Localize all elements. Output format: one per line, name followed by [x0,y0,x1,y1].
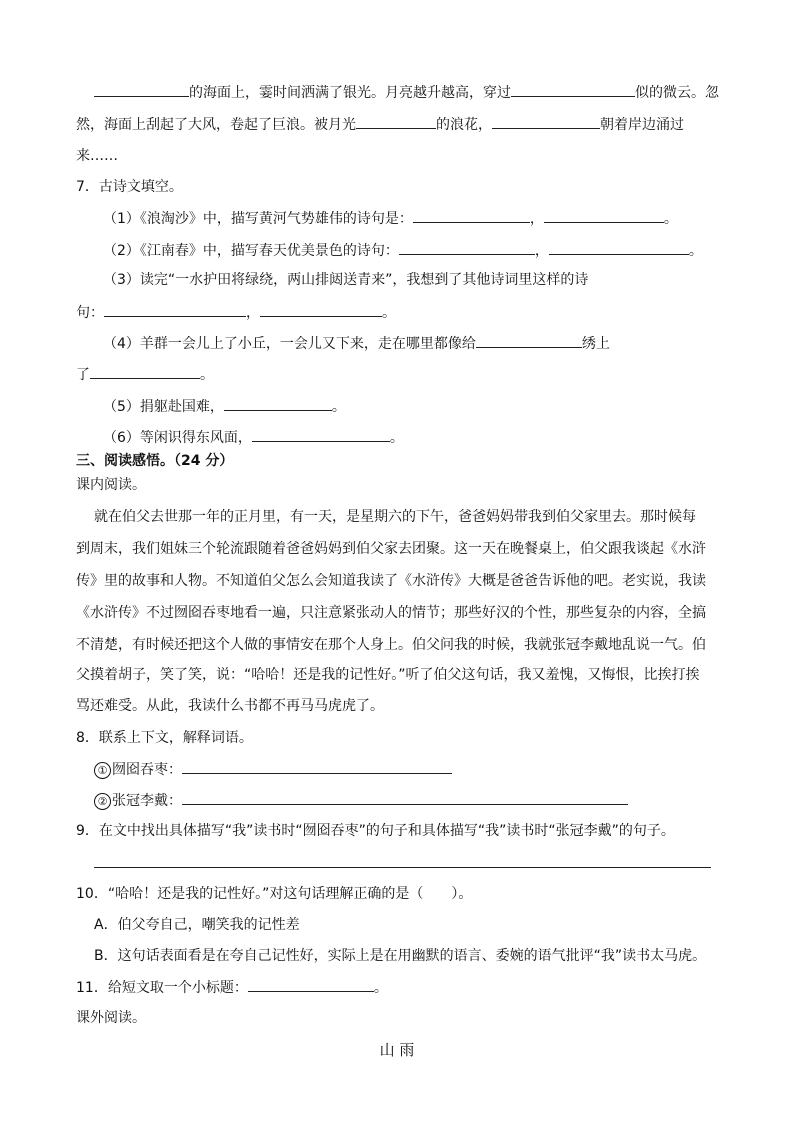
passage-line: 传》里的故事和人物。不知道伯父怎么会知道我读了《水浒传》大概是爸爸告诉他的吧。老实说，我读 [76,573,706,589]
passage-line: 《水浒传》不过囫囵吞枣地看一遍，只注意紧张动人的情节；那些好汉的个性，那些复杂的内容，全搞 [76,605,706,621]
passage-line: 骂还难受。从此，我读什么书都不再马马虎虎了。 [76,698,384,714]
blank[interactable] [182,759,452,774]
q7-item-6: （6）等闲识得东风面， 。 [103,427,754,447]
text-line: 然，海面上刮起了大风，卷起了巨浪。被月光 的浪花， 朝着岸边涌过 [76,114,754,134]
q7-item-4: （4）羊群一会儿上了小丘，一会儿又下来，走在哪里都像给 绣上 [103,333,754,353]
blank[interactable] [544,208,664,223]
blank[interactable] [356,114,436,129]
answer-line[interactable] [94,853,711,868]
blank[interactable] [248,977,374,992]
blank[interactable] [511,82,635,97]
blank[interactable] [399,240,535,255]
question-7-title: 7．古诗文填空。 [76,179,183,195]
blank[interactable] [252,427,390,442]
blank[interactable] [413,208,530,223]
q8-item-2: ② 张冠李戴： [94,790,754,810]
circled-number: ① [94,762,111,779]
q7-item-1: （1）《浪淘沙》中，描写黄河气势雄伟的诗句是： ， 。 [103,208,754,228]
subsection-label: 课外阅读。 [76,1010,146,1026]
article-title: 山 雨 [379,1041,415,1059]
blank[interactable] [549,240,689,255]
question-11-title: 11．给短文取一个小标题： 。 [76,977,754,997]
question-9-title: 9．在文中找出具体描写“我”读书时“囫囵吞枣”的句子和具体描写“我”读书时“张冠李戴”的句子。 [76,823,675,839]
section-heading: 三、阅读感悟。（24 分） [76,453,234,469]
passage-line: 父摸着胡子，笑了笑，说：“哈哈！还是我的记性好。”听了伯父这句话，我又羞愧，又悔恨，比挨打挨 [76,667,700,683]
q7-item-2: （2）《江南春》中，描写春天优美景色的诗句： ， 。 [103,240,754,260]
blank[interactable] [260,302,382,317]
question-8-title: 8．联系上下文，解释词语。 [76,730,253,746]
q7-item-5: （5）捐躯赴国难， 。 [103,396,754,416]
q8-item-1: ① 囫囵吞枣： [94,759,754,779]
passage-line: 就在伯父去世那一年的正月里，有一天，是星期六的下午，爸爸妈妈带我到伯父家里去。那时候每 [94,509,696,525]
option-a[interactable]: A．伯父夸自己，嘲笑我的记性差 [94,917,300,933]
q7-item-3: （3）读完“一水护田将绿绕，两山排闼送青来”，我想到了其他诗词里这样的诗 [103,272,589,288]
blank[interactable] [182,790,628,805]
passage-line: 不清楚，有时候还把这个人做的事情安在那个人身上。伯父问我的时候，我就张冠李戴地乱说一气。伯 [76,637,706,653]
blank[interactable] [492,114,600,129]
circled-number: ② [94,793,111,810]
q7-item-3-cont: 句： ， 。 [76,302,754,322]
blank[interactable] [476,333,582,348]
text-line: 来…… [76,148,118,164]
text-line: 的海面上，霎时间洒满了银光。月亮越升越高，穿过 似的微云。忽 [94,82,754,102]
q7-item-4-cont: 了 。 [76,364,754,384]
passage-line: 到周末，我们姐妹三个轮流跟随着爸爸妈妈到伯父家去团聚。这一天在晚餐桌上，伯父跟我谈起《水浒 [76,541,706,557]
blank[interactable] [90,364,200,379]
subsection-label: 课内阅读。 [76,477,146,493]
option-b[interactable]: B．这句话表面看是在夸自己记性好，实际上是在用幽默的语言、委婉的语气批评“我”读书太马虎。 [94,948,707,964]
question-10-title: 10．“哈哈！还是我的记性好。”对这句话理解正确的是（ ）。 [76,886,473,902]
blank[interactable] [104,302,246,317]
blank[interactable] [224,396,332,411]
blank[interactable] [94,82,189,97]
